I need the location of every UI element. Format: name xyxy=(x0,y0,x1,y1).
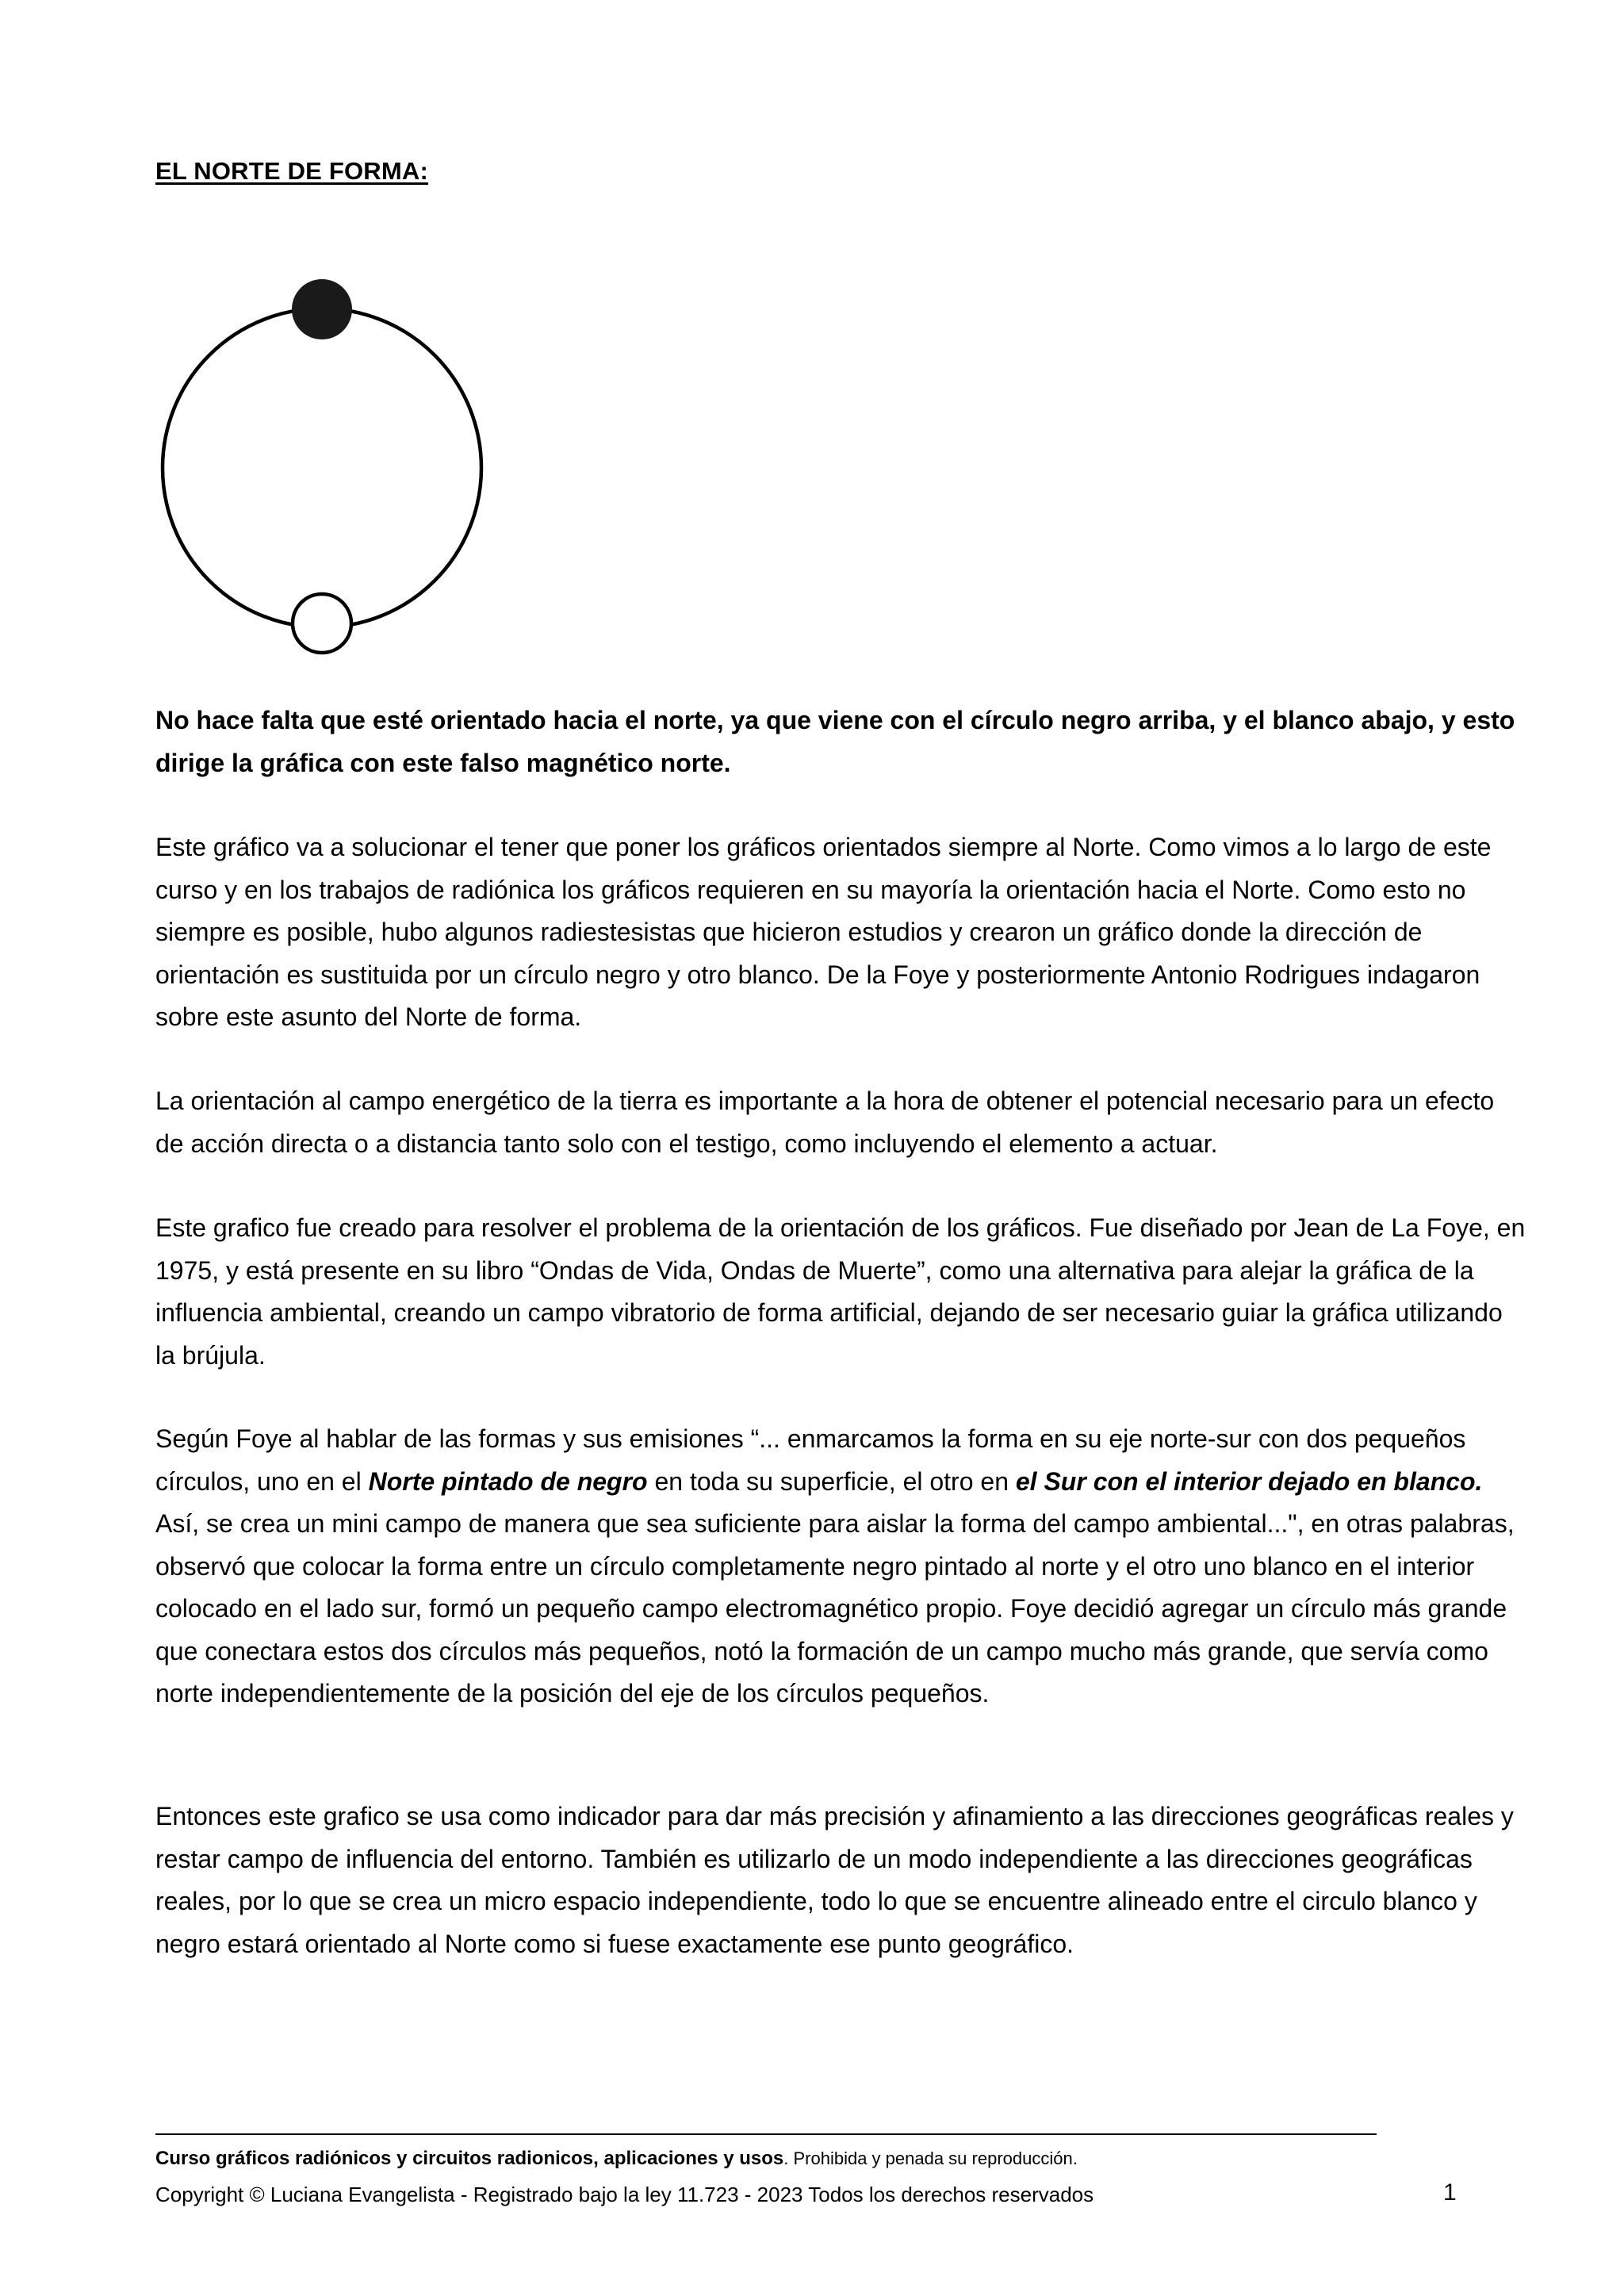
paragraph-orientation: La orientación al campo energético de la tierra es importante a la hora de obtener el potencial necesario para un efecto de acción directa o a distancia tanto solo con el testigo, como incluyendo el elemento a actuar. xyxy=(155,1087,1495,1158)
page-number: 1 xyxy=(1443,2179,1457,2206)
footer-course-title: Curso gráficos radiónicos y circuitos radionicos, aplicaciones y usos xyxy=(155,2148,784,2169)
large-circle xyxy=(163,309,481,627)
footer-divider xyxy=(155,2133,1377,2135)
paragraph-usage: Entonces este grafico se usa como indicador para dar más precisión y afinamiento a las direcciones geográficas reales y restar campo de influencia del entorno. También es utilizarlo de un modo independiente a las direcciones geográficas reales, por lo que se crea un micro espacio independiente, todo lo que se encuentre alineado entre el circulo blanco y negro estará orientado al Norte como si fuese exactamente ese punto geográfico. xyxy=(155,1802,1514,1958)
footer-course-line xyxy=(155,2148,1078,2170)
intro-paragraph: No hace falta que esté orientado hacia el norte, ya que viene con el círculo negro arriba, y el blanco abajo, y esto dirige la gráfica con este falso magnético norte. xyxy=(155,706,1515,777)
paragraph-foye-quote xyxy=(155,1418,1526,1715)
footer-copyright: Copyright © Luciana Evangelista - Registrado bajo la ley 11.723 - 2023 Todos los derechos reservados xyxy=(155,2183,1094,2206)
north-form-diagram-icon xyxy=(151,268,500,665)
north-black-dot xyxy=(292,279,352,339)
quote-emphasis-south: el Sur con el interior dejado en blanco. xyxy=(1015,1466,1483,1496)
south-white-dot xyxy=(293,594,351,653)
quote-text-e: Así, se crea un mini campo de manera que sea suficiente para aislar la forma del campo ambiental...", en otras palabras, observó que colocar la forma entre un círculo completamente negro pintado al norte y el otro uno blanco en el interior colocado en el lado sur, formó un pequeño campo electromagnético propio. Foye decidió agregar un círculo más grande que conectara estos dos círculos más pequeños, notó la formación de un campo mucho más grande, que servía como norte independientemente de la posición del eje de los círculos pequeños. xyxy=(155,1509,1515,1708)
paragraph-history: Este grafico fue creado para resolver el problema de la orientación de los gráficos. Fue diseñado por Jean de La Foye, en 1975, y está presente en su libro “Ondas de Vida, Ondas de Muerte”, como una alternativa para alejar la gráfica de la influencia ambiental, creando un campo vibratorio de forma artificial, dejando de ser necesario guiar la gráfica utilizando la brújula. xyxy=(155,1213,1526,1370)
paragraph-purpose: Este gráfico va a solucionar el tener que poner los gráficos orientados siempre al Norte. Como vimos a lo largo de este curso y en los trabajos de radiónica los gráficos requieren en su mayoría la orientación hacia el Norte. Como esto no siempre es posible, hubo algunos radiestesistas que hicieron estudios y crearon un gráfico donde la dirección de orientación es sustituida por un círculo negro y otro blanco. De la Foye y posteriormente Antonio Rodrigues indagaron sobre este asunto del Norte de forma. xyxy=(155,833,1492,1031)
quote-emphasis-north: Norte pintado de negro xyxy=(368,1466,648,1496)
page-title: EL NORTE DE FORMA: xyxy=(155,157,429,185)
footer-course-note: . Prohibida y penada su reproducción. xyxy=(783,2148,1078,2168)
quote-text-c: en toda su superficie, el otro en xyxy=(647,1466,1016,1496)
quote-text-a: Según Foye al hablar de las formas y sus emisiones “... enmarcamos la forma en su eje norte-sur con dos pequeños círculos, uno en el xyxy=(155,1424,1466,1496)
